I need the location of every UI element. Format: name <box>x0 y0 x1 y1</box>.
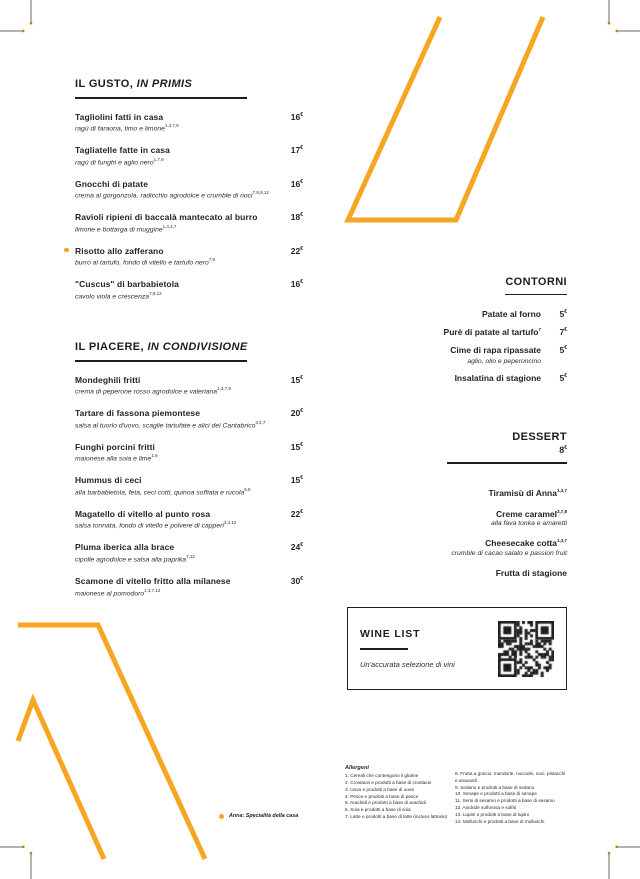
item-price: 15€ <box>290 475 303 486</box>
menu-item <box>75 179 303 202</box>
allergen-line: 12. Anidride solforosa e solfiti <box>455 805 516 811</box>
menu-item <box>337 373 567 383</box>
allergen-line: 10. Senape e prodotti a base di senape <box>455 791 537 797</box>
item-description: maionese alla soia e lime$^{1,6}$ <box>75 453 158 463</box>
item-description: burro al tartufo, fondo di vitello e tartufo nero$^{7,9}$ <box>75 257 216 267</box>
section-condivisione-title: IL PIACERE, IN CONDIVISIONE <box>75 341 248 353</box>
allergen-line: 7. Latte e prodotti a base di latte (incluso lattosio) <box>345 813 448 819</box>
item-description: maionese al pomodoro$^{1,3,7,12}$ <box>75 587 161 597</box>
contorni-item-list <box>337 309 567 383</box>
item-price: 15€ <box>290 441 303 452</box>
specialty-legend <box>219 813 298 819</box>
item-price: 24€ <box>290 542 303 553</box>
item-name: Tiramisù di Anna$^{1,3,7}$ <box>488 487 567 498</box>
section-rule <box>75 97 247 99</box>
item-name: Ravioli ripieni di baccalà mantecato al burro <box>75 212 258 223</box>
item-price: 22€ <box>290 508 303 519</box>
wine-list-subtitle: Un'accurata selezione di vini <box>360 659 455 669</box>
wine-list-box <box>347 607 567 690</box>
item-name: Tagliolini fatti in casa <box>75 111 164 122</box>
item-price: 7€ <box>559 327 567 337</box>
section-contorni-title: CONTORNI <box>337 276 567 295</box>
item-price: 5€ <box>559 373 567 383</box>
allergens-column-right <box>455 771 567 826</box>
menu-item <box>75 442 303 465</box>
allergen-line: 5. Arachidi e prodotti a base di arachidi <box>345 800 426 806</box>
item-description: crema di peperone rosso agrodolce e valeriana$^{1,3,7,9}$ <box>75 386 231 396</box>
item-description: ragù di funghi e aglio nero$^{1,7,9}$ <box>75 156 164 166</box>
section-condivisione <box>75 341 303 610</box>
menu-item <box>337 327 567 337</box>
menu-item <box>337 509 567 528</box>
menu-item <box>337 488 567 498</box>
section-rule <box>447 462 567 464</box>
allergen-line: 1. Cereali che contengono il glutine <box>345 773 419 779</box>
item-name: Hummus di ceci <box>75 475 142 486</box>
bottom-left-zigzag <box>18 625 205 859</box>
item-name: Mondeghili fritti <box>75 374 141 385</box>
specialty-legend-label: Anna: Specialità della casa <box>229 813 299 819</box>
item-name: "Cuscus" di barbabietola <box>75 279 179 290</box>
allergen-line: 14. Molluschi e prodotti a base di molluschi <box>455 818 545 824</box>
item-name: Risotto allo zafferano <box>75 245 164 256</box>
specialty-dot-icon <box>219 814 224 819</box>
item-price: 17€ <box>290 145 303 156</box>
allergen-line: 6. Soia e prodotti a base di soia <box>345 807 411 813</box>
item-price: 30€ <box>290 576 303 587</box>
allergen-line: 9. Sedano e prodotti a base di sedano <box>455 784 535 790</box>
slanted-u-shape <box>348 17 543 220</box>
item-name: Creme caramel$^{3,7,8}$ <box>496 508 567 519</box>
item-price: 20€ <box>290 408 303 419</box>
allergen-line: 13. Lupini e prodotti a base di lupini <box>455 811 529 817</box>
menu-item <box>75 509 303 532</box>
menu-item <box>75 375 303 398</box>
item-price: 5€ <box>559 309 567 319</box>
item-description: cipolle agrodolce e salsa alla paprika$^{7,12}$ <box>75 553 195 564</box>
menu-item <box>75 408 303 431</box>
menu-item <box>337 538 567 557</box>
wine-list-title: WINE LIST <box>360 628 421 641</box>
item-description: limone e bottarga di muggine$^{1,3,4,7}$ <box>75 223 177 234</box>
item-price: 16€ <box>290 178 303 189</box>
item-name: Frutta di stagione <box>495 567 567 578</box>
allergen-line: 2. Crostacei e prodotti a base di crostacei <box>345 779 432 785</box>
item-name: Tagliatelle fatte in casa <box>75 145 170 156</box>
menu-item <box>75 279 303 302</box>
item-name: Funghi porcini fritti <box>75 441 156 452</box>
section-dessert <box>337 431 567 589</box>
item-name: Gnocchi di patate <box>75 178 149 189</box>
item-price: 16€ <box>290 279 303 290</box>
item-name: Magatello di vitello al punto rosa <box>75 508 211 519</box>
item-name: Scamone di vitello fritto alla milanese <box>75 576 231 587</box>
item-price: 16€ <box>290 111 303 122</box>
item-price: 18€ <box>290 212 303 223</box>
item-name: Purè di patate al tartufo$^7$ <box>443 327 541 337</box>
item-name: Insalatina di stagione <box>454 373 541 383</box>
section-contorni <box>337 276 567 391</box>
menu-item <box>75 475 303 498</box>
condivisione-item-list <box>75 375 303 599</box>
section-primi-title: IL GUSTO, IN PRIMIS <box>75 78 193 90</box>
allergen-line: 8. Frutta a guscio: mandorle, nocciole, noci, pistacchi e anacardi <box>455 771 566 783</box>
item-price: 22€ <box>290 245 303 256</box>
item-price: 5€ <box>559 345 567 355</box>
item-name: Patate al forno <box>481 309 541 319</box>
item-description: ragù di faraona, timo e limone$^{1,3,7,9}$ <box>75 123 179 133</box>
item-description: crema al gorgonzola, radicchio agrodolce e crumble di noci$^{7,8,9,12}$ <box>75 190 269 200</box>
item-price: 15€ <box>290 374 303 385</box>
allergen-line: 4. Pesce e prodotti a base di pesce <box>345 793 419 799</box>
qr-code-icon <box>498 621 554 677</box>
item-description: salsa tonnata, fondo di vitello e polvere di capperi$^{3,4,12}$ <box>75 520 237 530</box>
menu-item <box>75 145 303 168</box>
item-name: Cheesecake cotta$^{1,3,7}$ <box>485 538 567 548</box>
item-name: Tartare di fassona piemontese <box>75 408 201 419</box>
menu-item <box>337 309 567 319</box>
item-description: salsa al tuorlo d'uovo, scaglie tartufate e alici del Cantabrico$^{3,4,7}$ <box>75 419 266 429</box>
wine-list-text <box>360 628 455 669</box>
section-primi <box>75 78 303 313</box>
menu-item <box>75 212 303 235</box>
dessert-fixed-price: 8€ <box>559 445 567 455</box>
menu-item <box>75 112 303 135</box>
section-rule <box>75 360 247 362</box>
menu-item <box>337 345 567 355</box>
menu-item <box>75 246 303 269</box>
specialty-dot-icon <box>64 248 69 253</box>
wine-list-rule <box>360 648 408 650</box>
allergens-title: Allergeni <box>345 765 369 771</box>
allergen-line: 11. Semi di sesamo e prodotti a base di sesamo <box>455 798 555 804</box>
menu-item <box>337 568 567 578</box>
item-description: cavolo viola e crescenza$^{7,9,12}$ <box>75 290 162 301</box>
item-description: aglio, olio e peperoncino <box>467 358 541 365</box>
item-description: crumble di cacao salato e passion fruit <box>451 549 567 557</box>
allergens-column-left <box>345 764 451 821</box>
menu-item <box>75 576 303 599</box>
item-description: alla barbabietola, feta, ceci cotti, quinoa soffiata e rucola$^{6,8}$ <box>75 486 251 497</box>
item-description: alla fava tonka e amaretti <box>491 520 567 527</box>
item-name: Pluma iberica alla brace <box>75 542 175 553</box>
primi-item-list <box>75 112 303 303</box>
menu-item <box>75 542 303 565</box>
item-name: Cime di rapa ripassate <box>450 345 541 355</box>
section-dessert-title: DESSERT <box>512 431 567 443</box>
dessert-item-list <box>337 488 567 578</box>
allergen-line: 3. Uova e prodotti a base di uova <box>345 786 414 792</box>
